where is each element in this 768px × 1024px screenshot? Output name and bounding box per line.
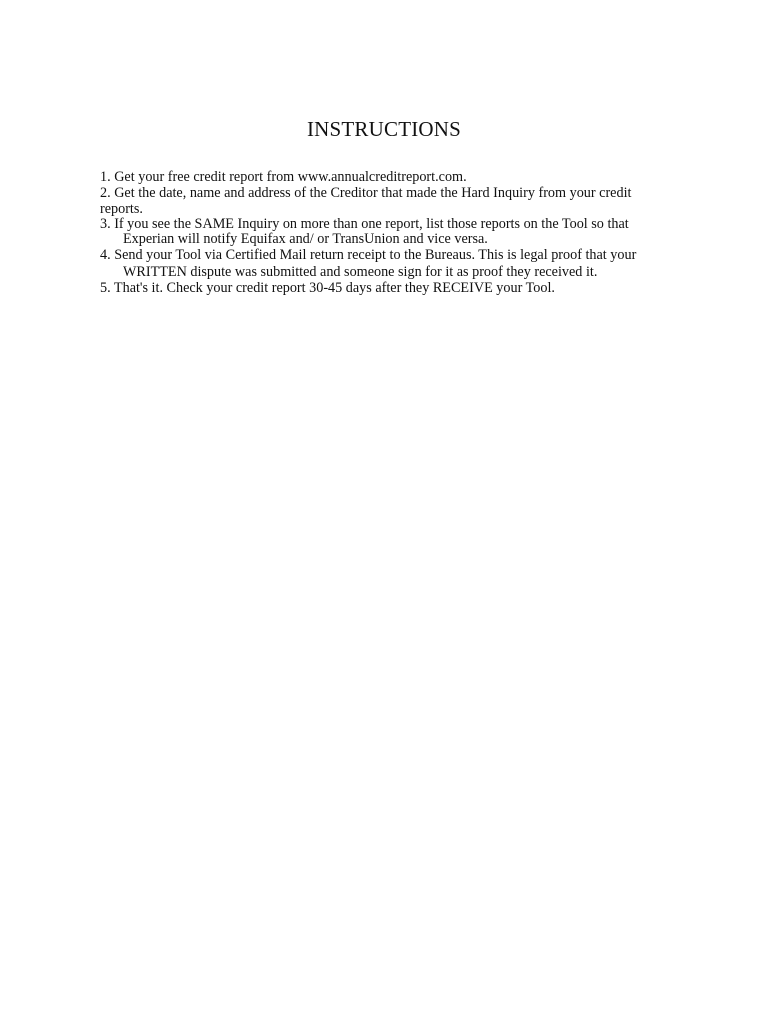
step-line: 4. Send your Tool via Certified Mail return receipt to the Bureaus. This is legal proof that your — [100, 247, 637, 263]
list-item — [100, 247, 680, 280]
list-item — [100, 280, 680, 296]
step-line: reports. — [100, 201, 143, 217]
list-item — [100, 217, 680, 247]
instructions-list — [100, 169, 680, 296]
step-line: WRITTEN dispute was submitted and someone sign for it as proof they received it. — [123, 264, 598, 280]
list-item — [100, 169, 680, 185]
step-line: Experian will notify Equifax and/ or TransUnion and vice versa. — [123, 231, 488, 247]
page-title: INSTRUCTIONS — [306, 117, 462, 141]
list-item — [100, 185, 680, 217]
step-line: 5. That's it. Check your credit report 30-45 days after they RECEIVE your Tool. — [100, 280, 555, 296]
step-line: 1. Get your free credit report from www.annualcreditreport.com. — [100, 169, 467, 185]
step-line: 2. Get the date, name and address of the Creditor that made the Hard Inquiry from your credit — [100, 185, 632, 201]
step-line: 3. If you see the SAME Inquiry on more than one report, list those reports on the Tool so that — [100, 216, 629, 232]
